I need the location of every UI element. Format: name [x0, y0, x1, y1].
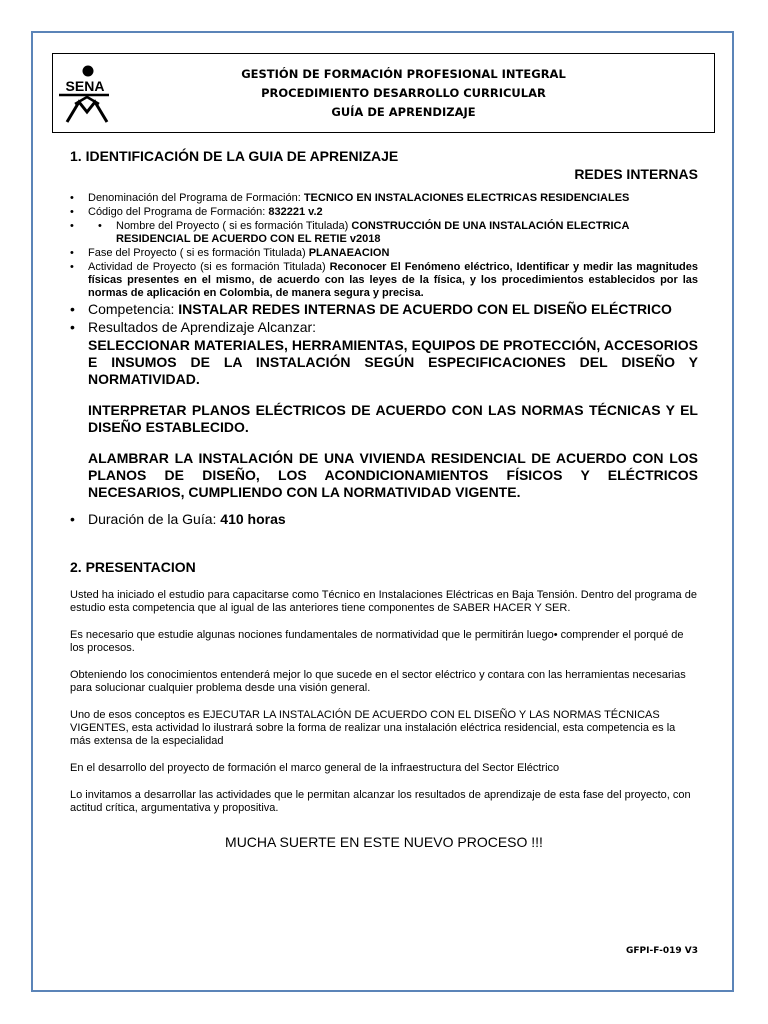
closing-message: MUCHA SUERTE EN ESTE NUEVO PROCESO !!! — [225, 834, 543, 850]
header-title-line3: GUÍA DE APRENDIZAJE — [331, 105, 476, 119]
identification-list — [70, 192, 698, 336]
list-item-phase: • Fase del Proyecto ( si es formación Titulada) PLANAEACION — [70, 247, 698, 260]
list-item-competence: • Competencia: INSTALAR REDES INTERNAS DE ACUERDO CON EL DISEÑO ELÉCTRICO — [70, 301, 698, 318]
list-item-activity: • Actividad de Proyecto (si es formación Titulada) Reconocer El Fenómeno eléctrico, Identificar y medir las magnitudes físicas presentes en el mismo, de acuerdo con las leyes de la física, y los procedimientos establecidos por las normas de aplicación en Colombia, de manera segura y precisa. — [70, 261, 698, 300]
list-item-project-wrapper — [70, 220, 698, 246]
document-header — [52, 53, 715, 133]
form-code: GFPI-F-019 V3 — [626, 946, 698, 956]
document-body — [70, 148, 698, 850]
header-title-line1: GESTIÓN DE FORMACIÓN PROFESIONAL INTEGRAL — [241, 67, 566, 81]
section1-title: 1. IDENTIFICACIÓN DE LA GUIA DE APRENIZAJE — [70, 148, 399, 164]
list-item-program: • Denominación del Programa de Formación: TECNICO EN INSTALACIONES ELECTRICAS RESIDENCIALES — [70, 192, 698, 205]
paragraph: En el desarrollo del proyecto de formación el marco general de la infraestructura del Sector Eléctrico — [70, 762, 560, 774]
duration-list — [70, 511, 698, 528]
list-item-duration: • Duración de la Guía: 410 horas — [70, 511, 698, 528]
svg-text:SENA: SENA — [65, 78, 105, 94]
learning-result: ALAMBRAR LA INSTALACIÓN DE UNA VIVIENDA RESIDENCIAL DE ACUERDO CON LOS PLANOS DE DISEÑO, LOS ACONDICIONAMIENTOS FÍSICOS Y ELÉCTRICOS NECESARIOS, CUMPLIENDO CON LA NORMATIVIDAD VIGENTE. — [88, 450, 698, 500]
guide-topic-title: REDES INTERNAS — [574, 166, 698, 182]
paragraph: Usted ha iniciado el estudio para capacitarse como Técnico en Instalaciones Eléctricas en Baja Tensión. Dentro del programa de estudio esta competencia que al igual de las anteriores tiene componentes de SABER HACER Y SER. — [70, 589, 697, 614]
header-title-line2: PROCEDIMIENTO DESARROLLO CURRICULAR — [261, 86, 546, 100]
presentation-text — [70, 589, 698, 815]
paragraph: Obteniendo los conocimientos entenderá mejor lo que sucede en el sector eléctrico y contara con las herramientas necesarias para solucionar cualquier problema desde una visión general. — [70, 669, 686, 694]
paragraph: Es necesario que estudie algunas nociones fundamentales de normatividad que le permitirán luego• comprender el porqué de los procesos. — [70, 629, 684, 654]
learning-result: SELECCIONAR MATERIALES, HERRAMIENTAS, EQUIPOS DE PROTECCIÓN, ACCESORIOS E INSUMOS DE LA INSTALACIÓN SEGÚN ESPECIFICACIONES DEL DISEÑO Y NORMATIVIDAD. — [88, 337, 698, 387]
learning-result: INTERPRETAR PLANOS ELÉCTRICOS DE ACUERDO CON LAS NORMAS TÉCNICAS Y EL DISEÑO ESTABLECIDO. — [88, 402, 698, 435]
paragraph: Lo invitamos a desarrollar las actividades que le permitan alcanzar los resultados de aprendizaje de esta fase del proyecto, con actitud crítica, argumentativa y propositiva. — [70, 789, 691, 814]
paragraph: Uno de esos conceptos es EJECUTAR LA INSTALACIÓN DE ACUERDO CON EL DISEÑO Y LAS NORMAS TÉCNICAS VIGENTES, esta actividad lo ilustrará sobre la forma de realizar una instalación eléctrica residencial, esta competencia es la más extensa de la especialidad — [70, 709, 676, 747]
section2-title: 2. PRESENTACION — [70, 559, 196, 575]
list-item-code: • Código del Programa de Formación: 832221 v.2 — [70, 206, 698, 219]
list-item-results: • Resultados de Aprendizaje Alcanzar: — [70, 319, 698, 336]
list-item-project: • • Nombre del Proyecto ( si es formación Titulada) CONSTRUCCIÓN DE UNA INSTALACIÓN ELECTRICA RESIDENCIAL DE ACUERDO CON EL RETIE v2018 — [98, 220, 698, 246]
